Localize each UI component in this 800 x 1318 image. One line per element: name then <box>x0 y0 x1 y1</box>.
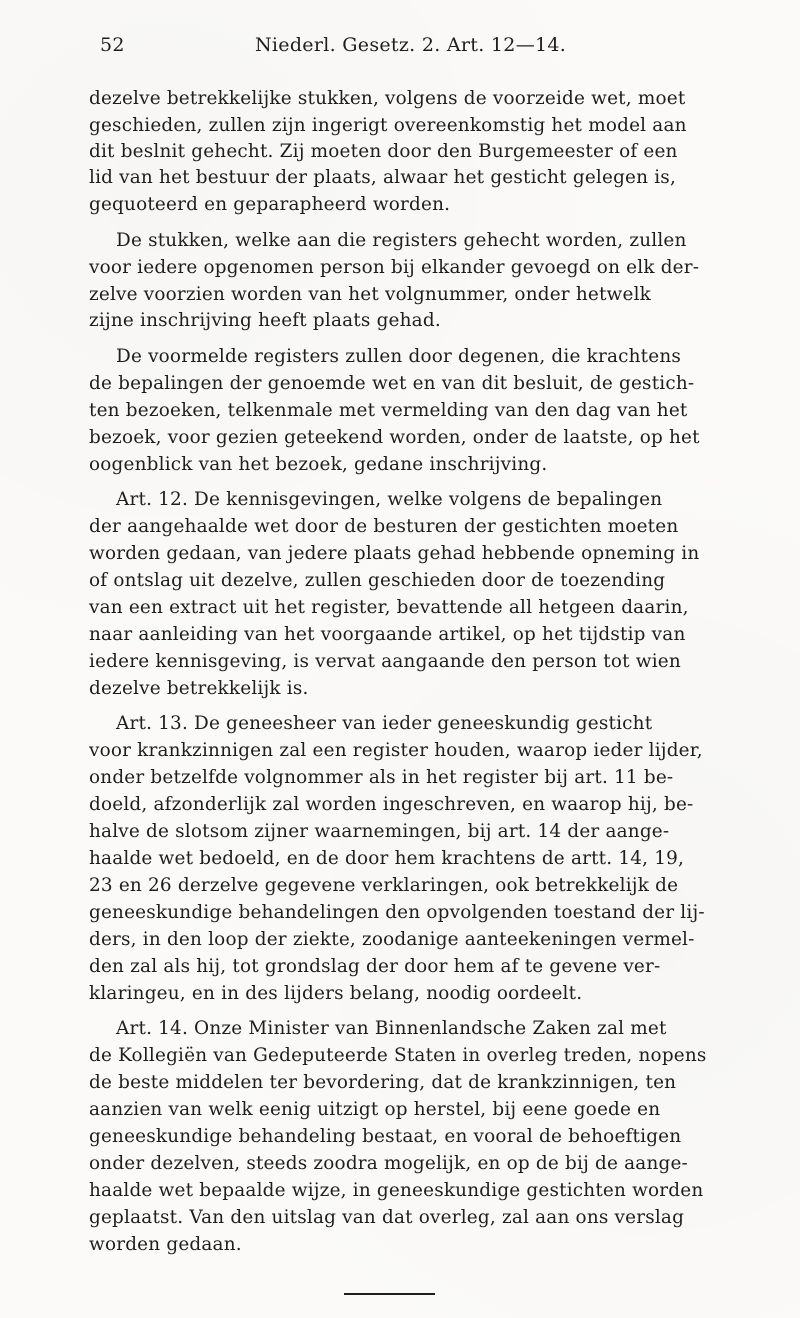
text-line: bezoek, voor gezien geteekend worden, onder de laatste, op het <box>89 427 700 448</box>
text-line: 23 en 26 derzelve gegevene verklaringen, ook betrekkelijk de <box>89 875 679 896</box>
text-line: geneeskundige behandelingen den opvolgenden toestand der lij- <box>89 902 705 923</box>
section-end-rule <box>344 1293 435 1295</box>
text-line: de Kollegiën van Gedeputeerde Staten in overleg treden, nopens <box>89 1045 707 1066</box>
text-line: lid van het bestuur der plaats, alwaar het gesticht gelegen is, <box>89 167 676 188</box>
text-line: De stukken, welke aan die registers gehecht worden, zullen <box>116 230 687 251</box>
text-line: dezelve betrekkelijk is. <box>89 678 309 699</box>
text-line: geplaatst. Van den uitslag van dat overleg, zal aan ons verslag <box>89 1207 685 1228</box>
text-line: den zal als hij, tot grondslag der door hem af te gevene ver- <box>89 956 661 977</box>
text-line: zelve voorzien worden van het volgnummer, onder hetwelk <box>89 284 652 305</box>
text-line: worden gedaan, van jedere plaats gehad hebbende opneming in <box>89 543 700 564</box>
text-line: van een extract uit het register, bevattende all hetgeen daarin, <box>89 597 689 618</box>
text-line: voor krankzinnigen zal een register houden, waarop ieder lijder, <box>89 740 703 761</box>
text-line: de bepalingen der genoemde wet en van dit besluit, de gestich- <box>89 373 695 394</box>
text-line: aanzien van welk eenig uitzigt op herstel, bij eene goede en <box>89 1099 661 1120</box>
running-head-title: Niederl. Gesetz. 2. Art. 12—14. <box>255 34 567 56</box>
text-line: onder betzelfde volgnommer als in het register bij art. 11 be- <box>89 767 674 788</box>
text-line: haalde wet bedoeld, en de door hem krachtens de artt. 14, 19, <box>89 848 685 869</box>
text-line: ten bezoeken, telkenmale met vermelding van den dag van het <box>89 400 688 421</box>
text-line: zijne inschrijving heeft plaats gehad. <box>89 310 441 331</box>
text-line: voor iedere opgenomen person bij elkander gevoegd on elk der- <box>89 257 700 278</box>
text-line: de beste middelen ter bevordering, dat de krankzinnigen, ten <box>89 1072 677 1093</box>
text-line: of ontslag uit dezelve, zullen geschieden door de toezending <box>89 570 666 591</box>
text-line: haalde wet bepaalde wijze, in geneeskundige gestichten worden <box>89 1180 704 1201</box>
text-line: der aangehaalde wet door de besturen der gestichten moeten <box>89 516 679 537</box>
text-line: De voormelde registers zullen door degenen, die krachtens <box>116 346 682 367</box>
text-line: gequoteerd en geparapheerd worden. <box>89 194 451 215</box>
text-line: Art. 14. Onze Minister van Binnenlandsche Zaken zal met <box>116 1018 667 1039</box>
text-line: Art. 13. De geneesheer van ieder geneeskundig gesticht <box>116 713 653 734</box>
text-line: worden gedaan. <box>89 1234 242 1255</box>
text-line: Art. 12. De kennisgevingen, welke volgens de bepalingen <box>116 489 663 510</box>
text-line: halve de slotsom zijner waarnemingen, bij art. 14 der aange- <box>89 821 670 842</box>
text-line: geneeskundige behandeling bestaat, en vooral de behoeftigen <box>89 1126 682 1147</box>
text-line: dit beslnit gehecht. Zij moeten door den Burgemeester of een <box>89 141 678 162</box>
text-line: oogenblick van het bezoek, gedane inschrijving. <box>89 454 548 475</box>
running-head <box>100 34 720 60</box>
text-line: ders, in den loop der ziekte, zoodanige aanteekeningen vermel- <box>89 929 695 950</box>
page-number: 52 <box>100 34 125 56</box>
text-line: doeld, afzonderlijk zal worden ingeschreven, en waarop hij, be- <box>89 794 694 815</box>
text-line: geschieden, zullen zijn ingerigt overeenkomstig het model aan <box>89 115 687 136</box>
text-line: onder dezelven, steeds zoodra mogelijk, en op de bij de aange- <box>89 1153 688 1174</box>
text-line: dezelve betrekkelijke stukken, volgens de voorzeide wet, moet <box>89 88 686 109</box>
text-line: naar aanleiding van het voorgaande artikel, op het tijdstip van <box>89 624 686 645</box>
text-line: iedere kennisgeving, is vervat aangaande den person tot wien <box>89 651 681 672</box>
text-line: klaringeu, en in des lijders belang, noodig oordeelt. <box>89 983 583 1004</box>
